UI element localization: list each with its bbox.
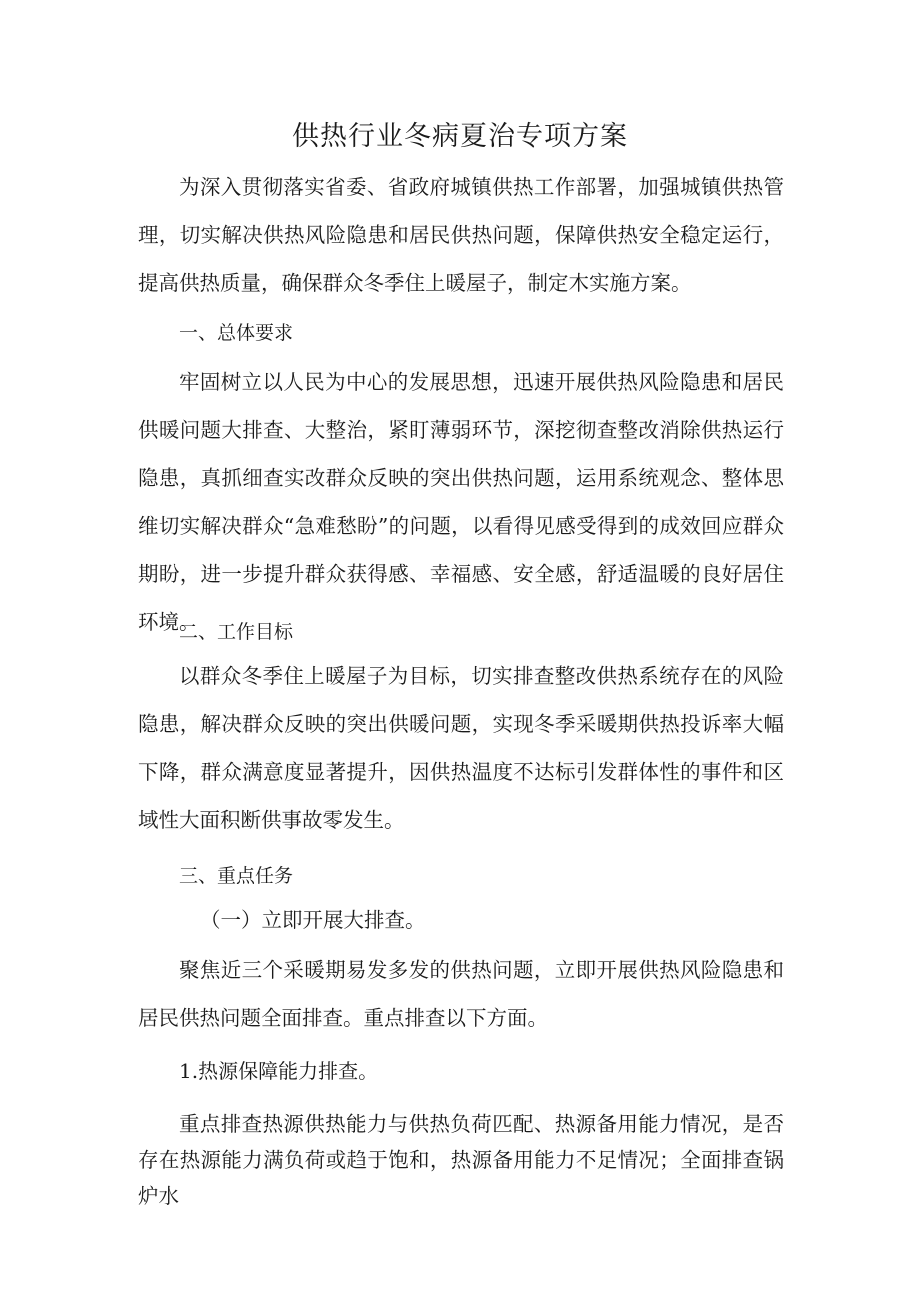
section-2-heading: 二、工作目标 [179, 621, 294, 643]
section-1-heading: 一、总体要求 [179, 322, 294, 344]
item-1-paragraph: 重点排查热源供热能力与供热负荷匹配、热源备用能力情况，是否存在热源能力满负荷或趋于饱和，热源备用能力不足情况；全面排查锅炉水 [138, 1112, 784, 1208]
document-title: 供热行业冬病夏治专项方案 [292, 121, 628, 152]
item-1-heading: 1.热源保障能力排查。 [179, 1059, 379, 1083]
section-2-paragraph: 以群众冬季住上暖屋子为目标，切实排查整改供热系统存在的风险隐患，解决群众反映的突出供暖问题，实现冬季采暖期供热投诉率大幅下降，群众满意度显著提升，因供热温度不达标引发群体性的事件和区域性大面积断供事故零发生。 [138, 664, 784, 832]
section-3-heading: 三、重点任务 [179, 865, 294, 887]
subsection-1-paragraph: 聚焦近三个采暖期易发多发的供热问题，立即开展供热风险隐患和居民供热问题全面排查。重点排查以下方面。 [138, 958, 784, 1030]
intro-paragraph: 为深入贯彻落实省委、省政府城镇供热工作部署，加强城镇供热管理，切实解决供热风险隐患和居民供热问题，保障供热安全稳定运行，提高供热质量，确保群众冬季住上暖屋子，制定木实施方案。 [138, 175, 784, 295]
section-1-paragraph: 牢固树立以人民为中心的发展思想，迅速开展供热风险隐患和居民供暖问题大排查、大整治，紧盯薄弱环节，深挖彻查整改消除供热运行隐患，真抓细查实改群众反映的突出供热问题，运用系统观念、整体思维切实解决群众“急难愁盼”的问题，以看得见感受得到的成效回应群众期盼，进一步提升群众获得感、幸福感、安全感，舒适温暖的良好居住环境。 [138, 370, 784, 634]
subsection-1-heading: （一）立即开展大排查。 [200, 908, 426, 932]
